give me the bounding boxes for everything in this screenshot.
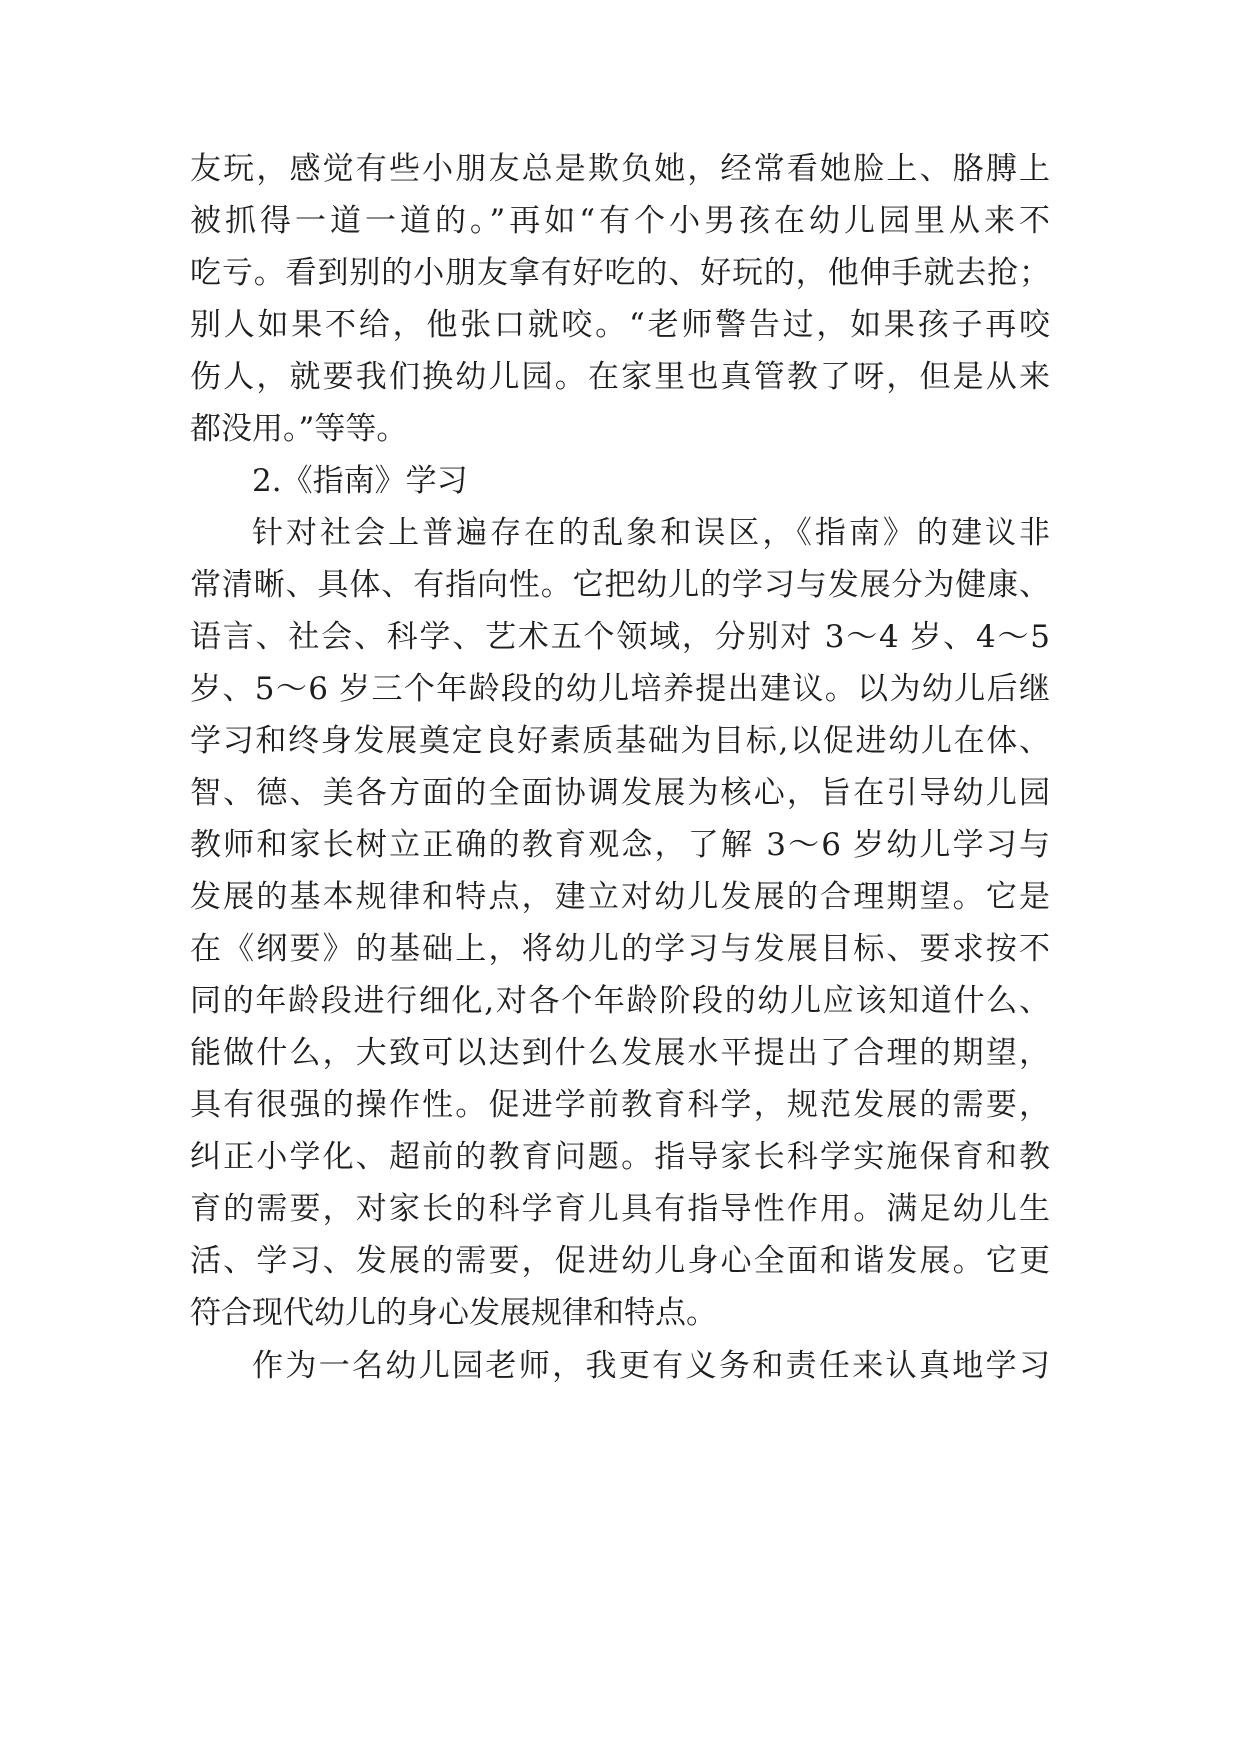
section-heading: 2.《指南》学习	[252, 463, 468, 499]
text-line: 符合现代幼儿的身心发展规律和特点。	[190, 1295, 717, 1331]
text-line: 学习和终身发展奠定良好素质基础为目标,以促进幼儿在体、	[190, 723, 1050, 759]
text-line: 发展的基本规律和特点，建立对幼儿发展的合理期望。它是	[190, 879, 1050, 915]
paragraph-first-line: 作为一名幼儿园老师，我更有义务和责任来认真地学习	[252, 1348, 1050, 1384]
text-line: 同的年龄段进行细化,对各个年龄阶段的幼儿应该知道什么、	[190, 983, 1050, 1019]
text-line: 育的需要，对家长的科学育儿具有指导性作用。满足幼儿生	[190, 1191, 1050, 1227]
text-line: 在《纲要》的基础上，将幼儿的学习与发展目标、要求按不	[190, 931, 1050, 967]
text-line: 岁、5～6 岁三个年龄段的幼儿培养提出建议。以为幼儿后继	[190, 671, 1050, 707]
text-line: 纠正小学化、超前的教育问题。指导家长科学实施保育和教	[190, 1139, 1050, 1175]
text-line: 常清晰、具体、有指向性。它把幼儿的学习与发展分为健康、	[190, 567, 1050, 603]
text-line: 具有很强的操作性。促进学前教育科学，规范发展的需要，	[190, 1087, 1050, 1123]
paragraph-first-line: 针对社会上普遍存在的乱象和误区，《指南》的建议非	[252, 515, 1050, 551]
text-line: 语言、社会、科学、艺术五个领域，分别对 3～4 岁、4～5	[190, 619, 1050, 655]
text-line: 伤人，就要我们换幼儿园。在家里也真管教了呀，但是从来	[190, 359, 1050, 395]
text-line: 能做什么，大致可以达到什么发展水平提出了合理的期望，	[190, 1035, 1050, 1071]
text-line: 智、德、美各方面的全面协调发展为核心，旨在引导幼儿园	[190, 775, 1050, 811]
text-line: 都没用。”等等。	[190, 411, 408, 447]
text-line: 别人如果不给，他张口就咬。“老师警告过，如果孩子再咬	[190, 307, 1050, 343]
text-line: 被抓得一道一道的。”再如“有个小男孩在幼儿园里从来不	[190, 203, 1050, 239]
text-line: 友玩，感觉有些小朋友总是欺负她，经常看她脸上、胳膊上	[190, 151, 1050, 187]
text-line: 活、学习、发展的需要，促进幼儿身心全面和谐发展。它更	[190, 1243, 1050, 1279]
text-line: 教师和家长树立正确的教育观念，了解 3～6 岁幼儿学习与	[190, 827, 1050, 863]
text-line: 吃亏。看到别的小朋友拿有好吃的、好玩的，他伸手就去抢；	[190, 255, 1050, 291]
